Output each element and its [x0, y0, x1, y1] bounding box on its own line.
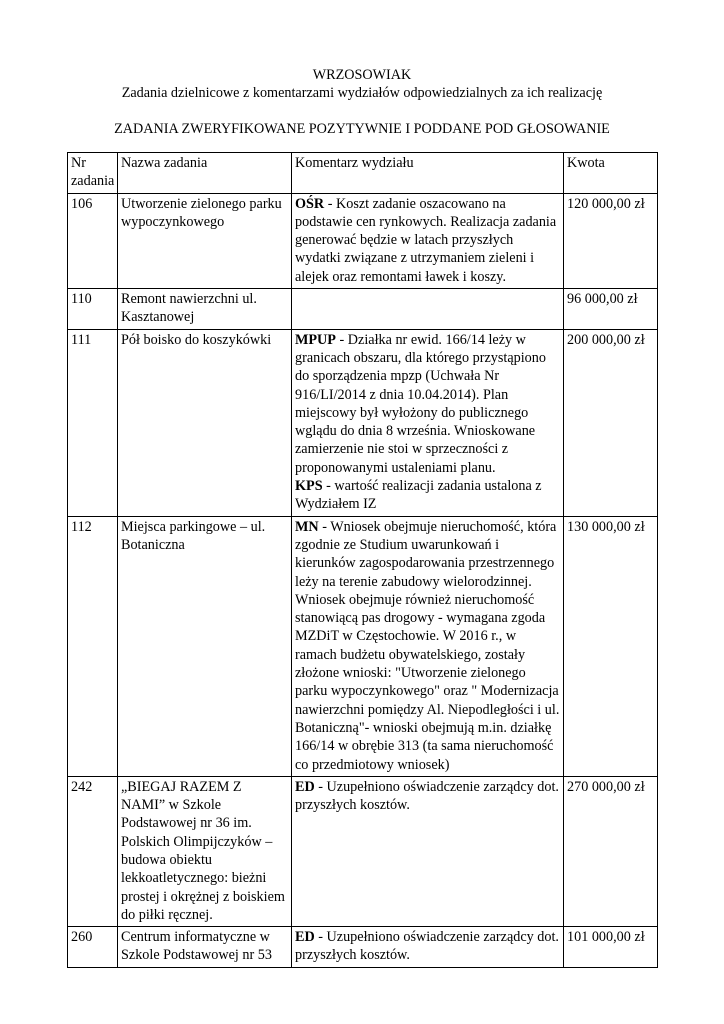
- comment-text: - Uzupełniono oświadczenie zarządcy dot. przyszłych kosztów.: [295, 778, 559, 814]
- task-name: Pół boisko do koszykówki: [118, 329, 292, 516]
- table-header-row: [68, 153, 658, 194]
- department-comment: [292, 927, 564, 968]
- header-comment: Komentarz wydziału: [292, 153, 564, 194]
- task-amount: 270 000,00 zł: [564, 776, 658, 926]
- department-code: MPUP: [295, 331, 336, 348]
- comment-text: - Koszt zadanie oszacowano na podstawie cen rynkowych. Realizacja zadania generować będzie w latach przyszłych wydatki związane z utrzymaniem zieleni i alejek oraz remontami ławek i koszy.: [295, 195, 557, 285]
- task-name: Utworzenie zielonego parku wypoczynkowego: [118, 193, 292, 288]
- section-title: ZADANIA ZWERYFIKOWANE POZYTYWNIE I PODDANE POD GŁOSOWANIE: [114, 121, 610, 137]
- table-row: [68, 927, 658, 968]
- table-body: [68, 193, 658, 967]
- department-code: MN: [295, 518, 319, 535]
- district-title: WRZOSOWIAK: [312, 67, 412, 83]
- header-nr: Nr zadania: [68, 153, 118, 194]
- department-comment: [292, 776, 564, 926]
- header-amount: Kwota: [564, 153, 658, 194]
- department-comment: [292, 516, 564, 776]
- task-amount: 200 000,00 zł: [564, 329, 658, 516]
- task-name: Centrum informatyczne w Szkole Podstawowej nr 53: [118, 927, 292, 968]
- task-amount: 101 000,00 zł: [564, 927, 658, 968]
- task-number: 110: [68, 289, 118, 330]
- task-name: „BIEGAJ RAZEM Z NAMI” w Szkole Podstawowej nr 36 im. Polskich Olimpijczyków – budowa obiektu lekkoatletycznego: bieżni prostej i okrężnej z boiskiem do piłki ręcznej.: [118, 776, 292, 926]
- table-row: [68, 329, 658, 516]
- department-comment: [292, 193, 564, 288]
- task-amount: 130 000,00 zł: [564, 516, 658, 776]
- task-name: Remont nawierzchni ul. Kasztanowej: [118, 289, 292, 330]
- document-header: [0, 66, 724, 103]
- table-row: [68, 193, 658, 288]
- tasks-table: [67, 152, 658, 968]
- department-comment: [292, 329, 564, 516]
- task-amount: 96 000,00 zł: [564, 289, 658, 330]
- task-amount: 120 000,00 zł: [564, 193, 658, 288]
- table-row: [68, 289, 658, 330]
- comment-text: - Uzupełniono oświadczenie zarządcy dot. przyszłych kosztów.: [295, 929, 559, 964]
- task-number: 242: [68, 776, 118, 926]
- table-row: [68, 516, 658, 776]
- task-number: 260: [68, 927, 118, 968]
- comment-text: - wartość realizacji zadania ustalona z Wydziałem IZ: [295, 478, 542, 513]
- task-number: 106: [68, 193, 118, 288]
- comment-text: - Działka nr ewid. 166/14 leży w granicach obszaru, dla którego przystąpiono do sporządzenia mpzp (Uchwała Nr 916/LI/2014 z dnia 10.04.2014). Plan miejscowy był wyłożony do publicznego wglądu do dnia 8 września. Wnioskowane zamierzenie nie stoi w sprzeczności z proponowanymi ustaleniami planu.: [295, 331, 546, 476]
- task-name: Miejsca parkingowe – ul. Botaniczna: [118, 516, 292, 776]
- table-row: [68, 776, 658, 926]
- task-number: 112: [68, 516, 118, 776]
- department-code: ED: [295, 778, 315, 795]
- document-subtitle: Zadania dzielnicowe z komentarzami wydziałów odpowiedzialnych za ich realizację: [121, 85, 603, 102]
- header-name: Nazwa zadania: [118, 153, 292, 194]
- department-code: ED: [295, 929, 315, 946]
- comment-text: - Wniosek obejmuje nieruchomość, która zgodnie ze Studium uwarunkowań i kierunków zagospodarowania przestrzennego leży na terenie zabudowy wielorodzinnej. Wniosek obejmuje również nieruchomość stanowiącą pas drogowy - wymagana zgoda MZDiT w Częstochowie. W 2016 r., w ramach budżetu obywatelskiego, zostały złożone wnioski: "Utworzenie zielonego parku wypoczynkowego" oraz " Modernizacja nawierzchni pomiędzy Al. Niepodległości i ul. Botaniczną"- wnioski obejmują m.in. działkę 166/14 w obrębie 313 (ta sama nieruchomość co przedmiotowy wniosek): [295, 518, 560, 773]
- task-number: 111: [68, 329, 118, 516]
- department-comment: [292, 289, 564, 330]
- department-code: OŚR: [295, 195, 325, 212]
- department-code: KPS: [295, 478, 323, 495]
